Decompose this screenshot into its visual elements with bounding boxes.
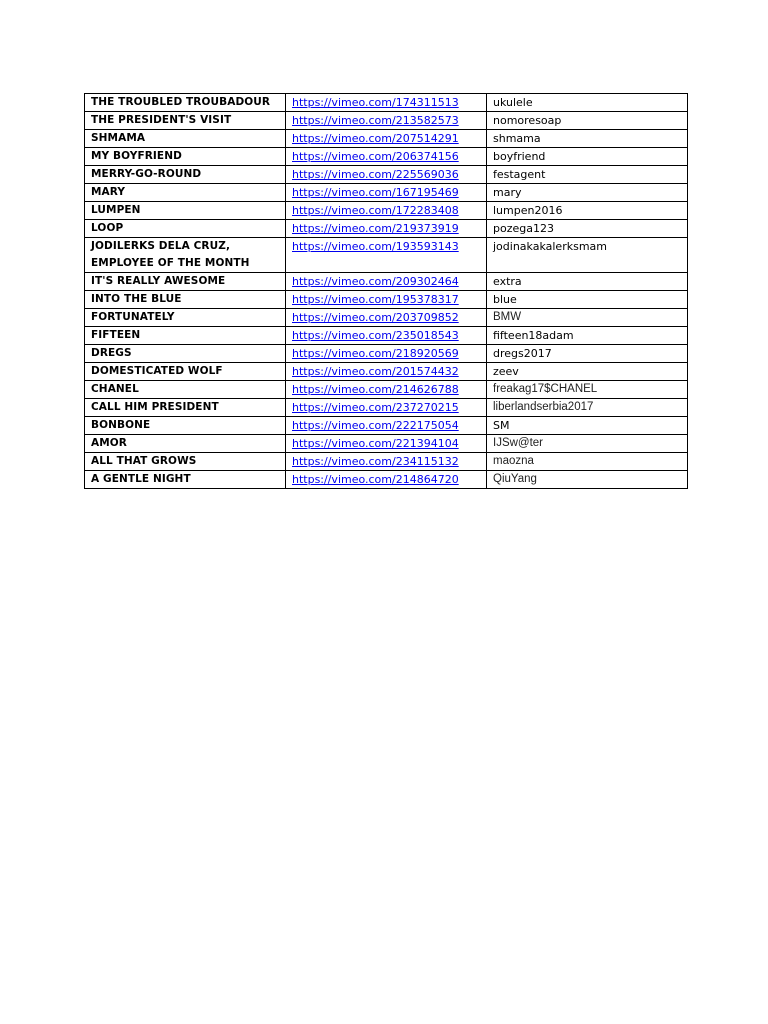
vimeo-link[interactable]: https://vimeo.com/201574432: [292, 365, 459, 378]
table-row: [85, 435, 688, 453]
film-title: SHMAMA: [85, 130, 286, 148]
password-cell: jodinakakalerksmam: [487, 238, 688, 273]
film-title: A GENTLE NIGHT: [85, 471, 286, 489]
film-title: MERRY-GO-ROUND: [85, 166, 286, 184]
password-cell: boyfriend: [487, 148, 688, 166]
vimeo-link[interactable]: https://vimeo.com/193593143: [292, 240, 459, 253]
password-cell: festagent: [487, 166, 688, 184]
password-cell: mary: [487, 184, 688, 202]
table-row: [85, 345, 688, 363]
vimeo-link[interactable]: https://vimeo.com/222175054: [292, 419, 459, 432]
film-title: LUMPEN: [85, 202, 286, 220]
password-cell: IJSw@ter: [487, 435, 688, 453]
vimeo-link[interactable]: https://vimeo.com/225569036: [292, 168, 459, 181]
password-cell: maozna: [487, 453, 688, 471]
vimeo-link[interactable]: https://vimeo.com/219373919: [292, 222, 459, 235]
vimeo-link[interactable]: https://vimeo.com/209302464: [292, 275, 459, 288]
vimeo-link[interactable]: https://vimeo.com/234115132: [292, 455, 459, 468]
table-row: [85, 273, 688, 291]
film-title: MARY: [85, 184, 286, 202]
table-row: [85, 381, 688, 399]
password-cell: SM: [487, 417, 688, 435]
film-title: DREGS: [85, 345, 286, 363]
film-links-table: [84, 93, 688, 489]
password-cell: zeev: [487, 363, 688, 381]
table-row: [85, 453, 688, 471]
table-row: [85, 166, 688, 184]
film-title: CALL HIM PRESIDENT: [85, 399, 286, 417]
password-cell: ukulele: [487, 94, 688, 112]
film-title: IT'S REALLY AWESOME: [85, 273, 286, 291]
table-row: [85, 309, 688, 327]
table-row: [85, 220, 688, 238]
vimeo-link[interactable]: https://vimeo.com/218920569: [292, 347, 459, 360]
password-cell: blue: [487, 291, 688, 309]
password-cell: BMW: [487, 309, 688, 327]
film-title: THE TROUBLED TROUBADOUR: [85, 94, 286, 112]
vimeo-link[interactable]: https://vimeo.com/174311513: [292, 96, 459, 109]
password-cell: lumpen2016: [487, 202, 688, 220]
vimeo-link[interactable]: https://vimeo.com/214626788: [292, 383, 459, 396]
table-row: [85, 291, 688, 309]
film-title: JODILERKS DELA CRUZ, EMPLOYEE OF THE MONTH: [85, 238, 286, 273]
vimeo-link[interactable]: https://vimeo.com/207514291: [292, 132, 459, 145]
table-row: [85, 417, 688, 435]
film-title: FORTUNATELY: [85, 309, 286, 327]
table-row: [85, 112, 688, 130]
vimeo-link[interactable]: https://vimeo.com/203709852: [292, 311, 459, 324]
table-row: [85, 471, 688, 489]
vimeo-link[interactable]: https://vimeo.com/214864720: [292, 473, 459, 486]
table-row: [85, 184, 688, 202]
film-title: DOMESTICATED WOLF: [85, 363, 286, 381]
film-title: THE PRESIDENT'S VISIT: [85, 112, 286, 130]
password-cell: freakag17$CHANEL: [487, 381, 688, 399]
table-row: [85, 130, 688, 148]
vimeo-link[interactable]: https://vimeo.com/213582573: [292, 114, 459, 127]
password-cell: liberlandserbia2017: [487, 399, 688, 417]
password-cell: extra: [487, 273, 688, 291]
table-row: [85, 148, 688, 166]
film-title: AMOR: [85, 435, 286, 453]
vimeo-link[interactable]: https://vimeo.com/221394104: [292, 437, 459, 450]
film-title: ALL THAT GROWS: [85, 453, 286, 471]
table-row: [85, 94, 688, 112]
table-row: [85, 399, 688, 417]
table-row: [85, 363, 688, 381]
vimeo-link[interactable]: https://vimeo.com/172283408: [292, 204, 459, 217]
film-title: INTO THE BLUE: [85, 291, 286, 309]
table-row: [85, 202, 688, 220]
film-title: CHANEL: [85, 381, 286, 399]
film-title: LOOP: [85, 220, 286, 238]
vimeo-link[interactable]: https://vimeo.com/237270215: [292, 401, 459, 414]
password-cell: pozega123: [487, 220, 688, 238]
table-row: [85, 327, 688, 345]
password-cell: nomoresoap: [487, 112, 688, 130]
table-row: [85, 238, 688, 273]
film-title: BONBONE: [85, 417, 286, 435]
vimeo-link[interactable]: https://vimeo.com/195378317: [292, 293, 459, 306]
password-cell: dregs2017: [487, 345, 688, 363]
film-title: MY BOYFRIEND: [85, 148, 286, 166]
password-cell: fifteen18adam: [487, 327, 688, 345]
vimeo-link[interactable]: https://vimeo.com/167195469: [292, 186, 459, 199]
vimeo-link[interactable]: https://vimeo.com/235018543: [292, 329, 459, 342]
vimeo-link[interactable]: https://vimeo.com/206374156: [292, 150, 459, 163]
film-title: FIFTEEN: [85, 327, 286, 345]
password-cell: QiuYang: [487, 471, 688, 489]
password-cell: shmama: [487, 130, 688, 148]
